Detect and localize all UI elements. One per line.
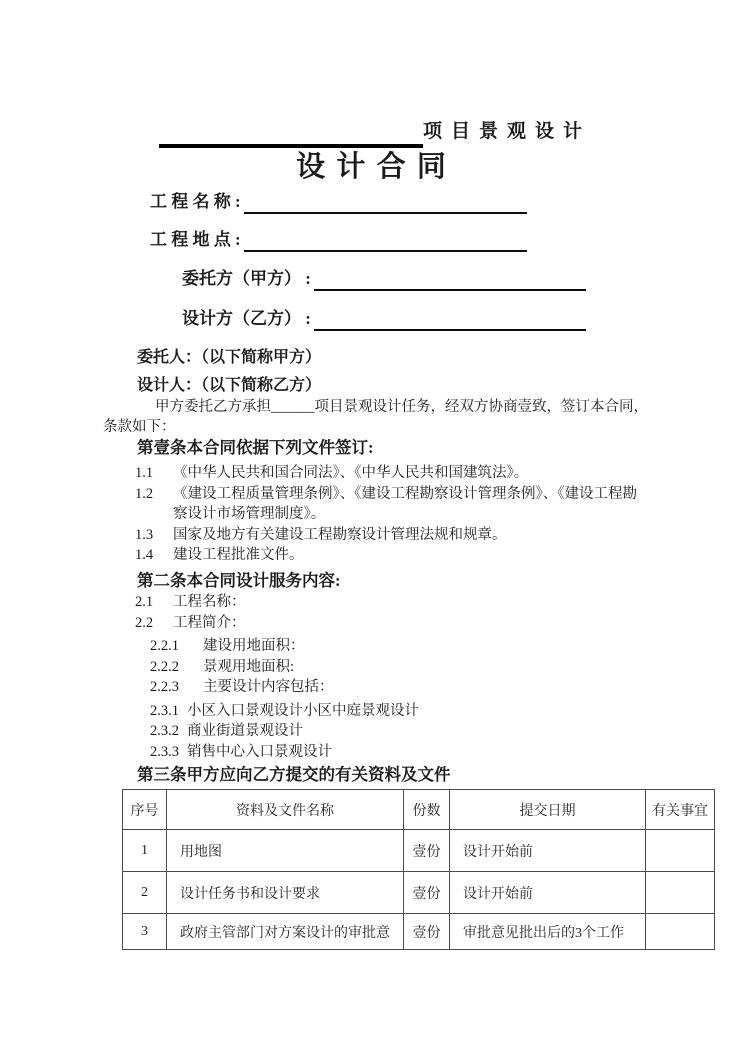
clause-number: 2.3.3 — [150, 743, 179, 760]
clause-item — [150, 677, 630, 698]
clause-text: 《建设工程质量管理条例》、《建设工程勘察设计管理条例》、《建设工程勘察设计市场管理制度》。 — [173, 485, 637, 522]
table-cell: 设计开始前 — [450, 872, 646, 914]
table-header-row — [123, 790, 715, 830]
clause-item — [135, 613, 647, 634]
clause-number: 2.3.1 — [150, 703, 179, 719]
table-cell — [646, 914, 715, 950]
field-project-name — [150, 190, 527, 214]
field-label: 工 程 名 称 : — [150, 192, 241, 211]
clause-item — [135, 545, 647, 566]
clause-text: 工程简介： — [173, 615, 246, 631]
clause-number: 2.2 — [135, 615, 154, 631]
clause-item — [150, 701, 630, 721]
clause-number: 1.3 — [135, 526, 154, 543]
party-line-client: 委托人：（以下简称甲方） — [137, 349, 322, 366]
table-row — [123, 872, 715, 914]
article2-subclauses-22 — [150, 636, 630, 698]
article1-clauses — [135, 463, 647, 566]
clause-text: 景观用地面积: — [203, 658, 295, 675]
table-cell: 壹份 — [404, 872, 450, 914]
clause-number: 2.2.1 — [150, 638, 179, 654]
materials-table — [122, 789, 715, 950]
clause-item — [150, 636, 630, 657]
contract-subject-suffix: 项目景观设计 — [423, 121, 592, 142]
clause-number: 1.4 — [135, 547, 154, 563]
table-cell: 1 — [123, 830, 167, 872]
clause-number: 2.3.2 — [150, 723, 179, 740]
clause-text: 国家及地方有关建设工程勘察设计管理法规和规章。 — [173, 526, 507, 543]
clause-number: 1.1 — [135, 465, 154, 481]
field-client-party-a — [182, 267, 586, 291]
column-header-submit-date: 提交日期 — [450, 790, 646, 830]
table-cell — [646, 872, 715, 914]
article2-heading: 第二条本合同设计服务内容: — [137, 571, 341, 590]
field-label: 设计方（乙方） : — [182, 309, 311, 328]
field-label: 委托方（甲方） : — [182, 269, 311, 288]
table-cell — [646, 830, 715, 872]
article2-clauses — [135, 592, 647, 634]
clause-text: 建设用地面积： — [203, 638, 305, 654]
clause-item — [150, 721, 630, 741]
article1-heading: 第壹条本合同依据下列文件签订: — [137, 438, 374, 457]
table-cell: 设计任务书和设计要求 — [167, 872, 404, 914]
table-cell: 壹份 — [404, 830, 450, 872]
table-cell: 2 — [123, 872, 167, 914]
article3-heading: 第三条甲方应向乙方提交的有关资料及文件 — [137, 765, 451, 784]
clause-text: 主要设计内容包括： — [203, 679, 334, 696]
column-header-document-name: 资料及文件名称 — [167, 790, 404, 830]
table-cell: 设计开始前 — [450, 830, 646, 872]
clause-text: 工程名称： — [173, 594, 246, 610]
field-designer-party-b — [182, 307, 586, 331]
clause-item — [135, 484, 647, 525]
intro-paragraph-line1: 甲方委托乙方承担______项目景观设计任务，经双方协商壹致，签订本合同， — [155, 399, 648, 415]
field-label: 工 程 地 点 : — [150, 230, 241, 249]
table-cell: 3 — [123, 914, 167, 950]
clause-item — [135, 592, 647, 613]
clause-item — [135, 525, 647, 546]
field-project-location — [150, 228, 527, 252]
clause-text: 销售中心入口景观设计 — [187, 743, 332, 760]
table-row — [123, 914, 715, 950]
blank-underline — [244, 228, 527, 252]
blank-underline — [314, 307, 586, 331]
column-header-index: 序号 — [123, 790, 167, 830]
clause-item — [135, 463, 647, 484]
contract-title: 设 计 合 同 — [296, 151, 448, 183]
clause-text: 小区入口景观设计小区中庭景观设计 — [187, 703, 419, 719]
table-cell: 审批意见批出后的3个工作 — [450, 914, 646, 950]
table-cell: 政府主管部门对方案设计的审批意 — [167, 914, 404, 950]
blank-underline — [314, 267, 586, 291]
article2-subclauses-23 — [150, 701, 630, 762]
clause-number: 1.2 — [135, 485, 154, 502]
party-line-designer: 设计人：（以下简称乙方） — [137, 377, 322, 394]
blank-underline — [244, 190, 527, 214]
clause-item — [150, 742, 630, 762]
table-row — [123, 830, 715, 872]
column-header-copies: 份数 — [404, 790, 450, 830]
clause-text: 商业街道景观设计 — [187, 723, 303, 740]
table-cell: 用地图 — [167, 830, 404, 872]
clause-text: 建设工程批准文件。 — [173, 547, 304, 563]
table-cell: 壹份 — [404, 914, 450, 950]
clause-text: 《中华人民共和国合同法》、《中华人民共和国建筑法》。 — [173, 465, 529, 481]
intro-paragraph-line2: 条款如下： — [103, 419, 176, 435]
clause-number: 2.2.3 — [150, 679, 179, 696]
clause-number: 2.2.2 — [150, 658, 179, 675]
column-header-remarks: 有关事宜 — [646, 790, 715, 830]
clause-number: 2.1 — [135, 594, 154, 610]
clause-item — [150, 657, 630, 678]
